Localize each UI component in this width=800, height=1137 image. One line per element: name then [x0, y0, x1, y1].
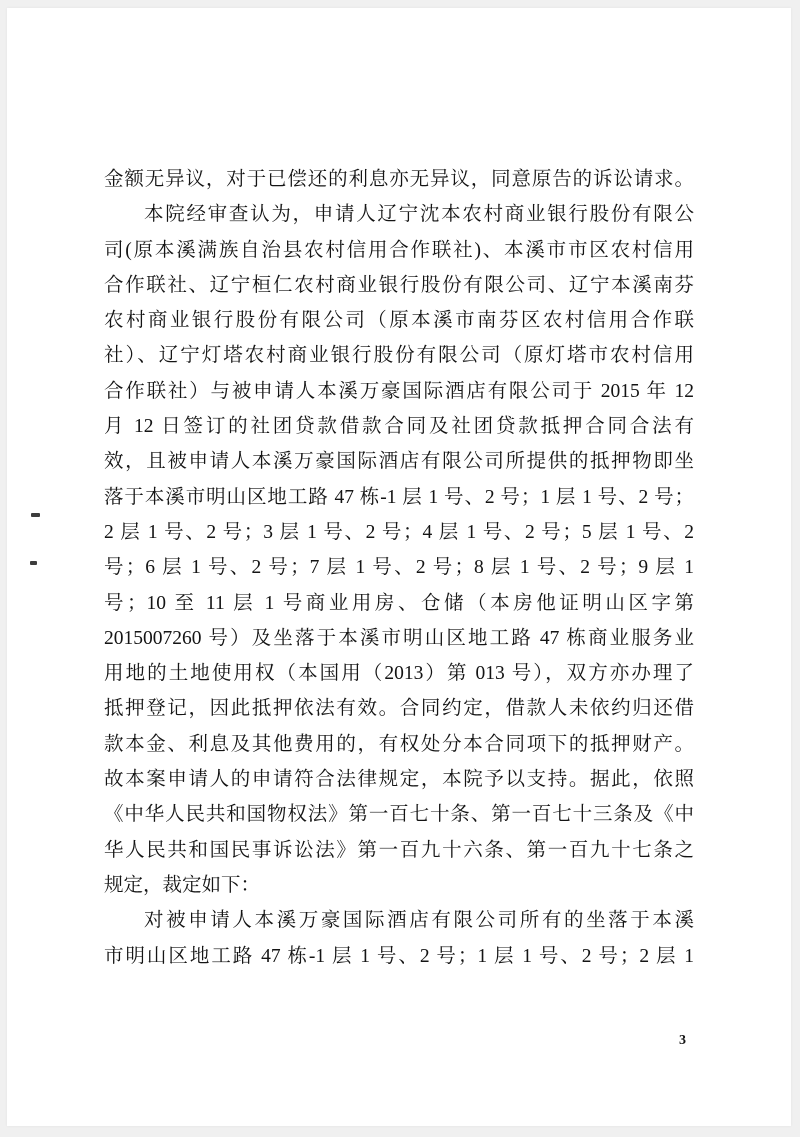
document-line: 市明山区地工路 47 栋-1 层 1 号、2 号；1 层 1 号、2 号；2 层 1 — [104, 945, 694, 967]
document-line: 金额无异议，对于已偿还的利息亦无异议，同意原告的诉讼请求。 — [104, 169, 694, 190]
document-text — [104, 162, 694, 974]
document-line: 《中华人民共和国物权法》第一百七十条、第一百七十三条及《中 — [104, 804, 694, 826]
document-page — [7, 8, 791, 1126]
document-line: 司(原本溪满族自治县农村信用合作联社)、本溪市市区农村信用 — [104, 239, 694, 261]
document-line: 2015007260 号）及坐落于本溪市明山区地工路 47 栋商业服务业 — [104, 627, 694, 649]
document-line: 合作联社、辽宁桓仁农村商业银行股份有限公司、辽宁本溪南芬 — [104, 274, 694, 296]
document-line: 规定，裁定如下： — [104, 874, 261, 896]
document-line: 农村商业银行股份有限公司（原本溪市南芬区农村信用合作联 — [104, 310, 694, 332]
document-line: 效，且被申请人本溪万豪国际酒店有限公司所提供的抵押物即坐 — [104, 451, 694, 473]
page-number: 3 — [679, 1033, 686, 1048]
document-line: 本院经审查认为，申请人辽宁沈本农村商业银行股份有限公 — [144, 204, 694, 226]
document-line: 用地的土地使用权（本国用（2013）第 013 号），双方亦办理了 — [104, 663, 694, 685]
document-line: 合作联社）与被申请人本溪万豪国际酒店有限公司于 2015 年 12 — [104, 380, 694, 402]
document-line: 华人民共和国民事诉讼法》第一百九十六条、第一百九十七条之 — [104, 839, 694, 861]
document-line: 社）、辽宁灯塔农村商业银行股份有限公司（原灯塔市农村信用 — [104, 345, 694, 367]
document-line: 月 12 日签订的社团贷款借款合同及社团贷款抵押合同合法有 — [104, 416, 694, 438]
document-line: 抵押登记，因此抵押依法有效。合同约定，借款人未依约归还借 — [104, 698, 694, 720]
document-line: 落于本溪市明山区地工路 47 栋-1 层 1 号、2 号；1 层 1 号、2 号； — [104, 486, 694, 508]
document-line: 故本案申请人的申请符合法律规定，本院予以支持。据此，依照 — [104, 769, 694, 791]
scan-artifact-mark — [31, 513, 40, 517]
document-line: 2 层 1 号、2 号；3 层 1 号、2 号；4 层 1 号、2 号；5 层 1 号、2 — [104, 521, 694, 543]
document-line: 号；10 至 11 层 1 号商业用房、仓储（本房他证明山区字第 — [104, 592, 694, 614]
document-line: 款本金、利息及其他费用的，有权处分本合同项下的抵押财产。 — [104, 733, 694, 755]
document-line: 号；6 层 1 号、2 号；7 层 1 号、2 号；8 层 1 号、2 号；9 层 1 — [104, 557, 694, 579]
document-line: 对被申请人本溪万豪国际酒店有限公司所有的坐落于本溪 — [144, 910, 694, 932]
scan-artifact-mark — [30, 561, 37, 565]
